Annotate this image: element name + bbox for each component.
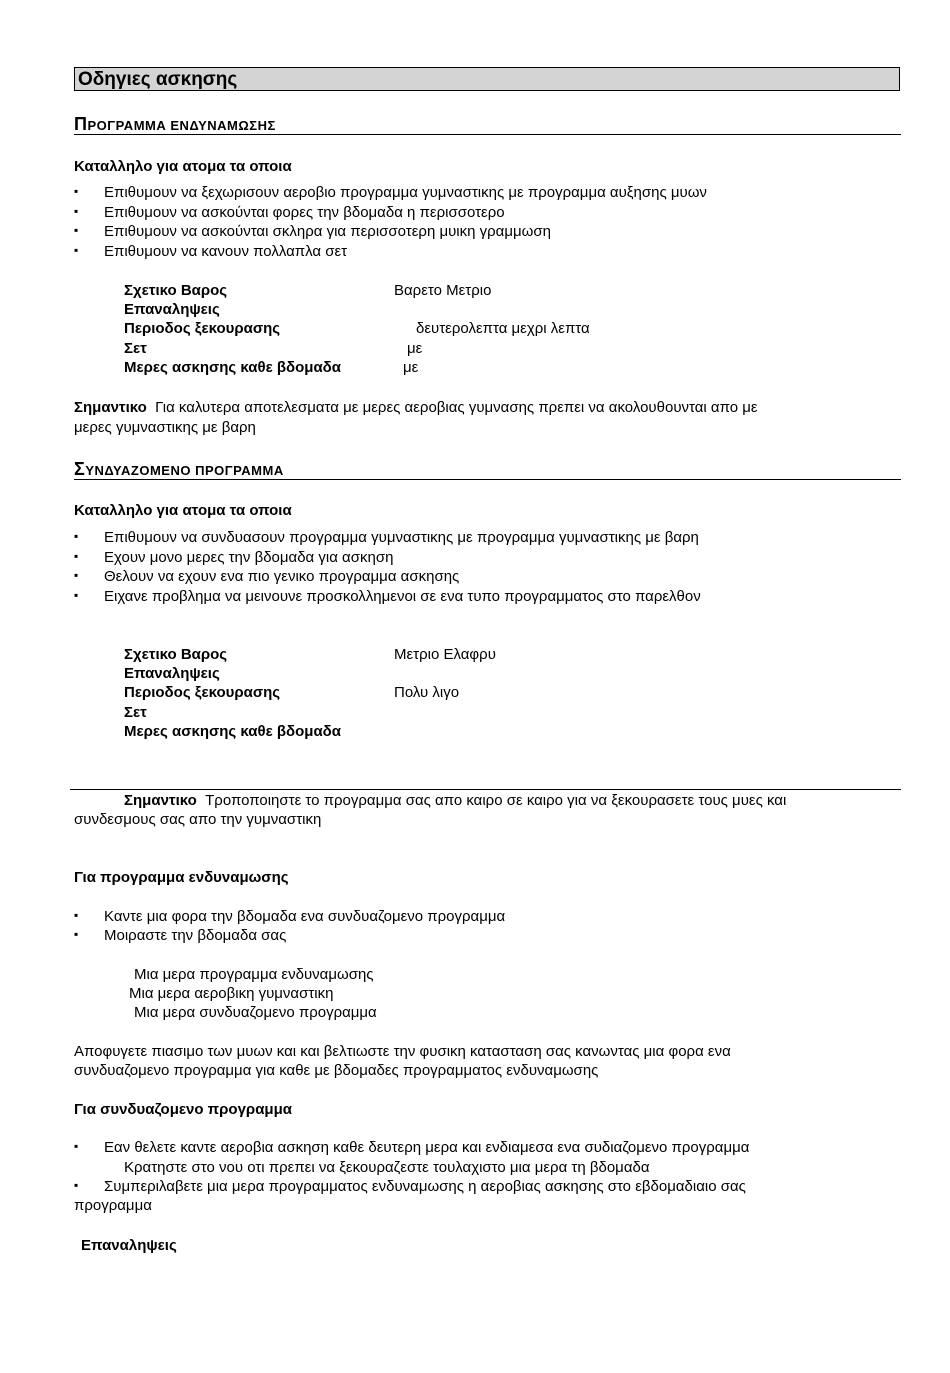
strength-program-heading: Για προγραμμα ενδυναμωσης	[74, 869, 289, 886]
suitable-heading: Καταλληλο για ατομα τα οποια	[74, 502, 292, 519]
param-label-days: Μερες ασκησης καθε βδομαδα	[124, 359, 341, 376]
param-label-days: Μερες ασκησης καθε βδομαδα	[124, 723, 341, 740]
section-heading-strength	[74, 114, 901, 135]
list-item-cont: προγραμμα	[74, 1197, 152, 1214]
list-item: Συμπεριλαβετε μια μερα προγραμματος ενδυναμωσης η αεροβιας ασκησης στο εβδομαδιαιο σας	[104, 1178, 746, 1195]
bullet-icon: ▪	[74, 908, 79, 922]
important-label: Σημαντικο	[124, 792, 197, 809]
section-heading-cap: Σ	[74, 459, 86, 479]
bullet-icon: ▪	[74, 223, 79, 237]
document-title: Οδηγιες ασκησης	[78, 69, 238, 90]
schedule-line: Μια μερα αεροβικη γυμναστικη	[129, 985, 334, 1002]
combined-program-heading: Για συνδυαζομενο προγραμμα	[74, 1101, 293, 1118]
param-value-rest: Πολυ λιγο	[394, 684, 460, 701]
section-heading-rest: ΡΟΓΡΑΜΜΑ ΕΝΔΥΝΑΜΩΣΗΣ	[87, 118, 276, 133]
list-item: Επιθυμουν να ασκούνται φορες την βδομαδα η περισσοτερο	[104, 204, 505, 221]
param-value-days: με	[403, 359, 419, 376]
list-item: Επιθυμουν να ασκούνται σκληρα για περισσοτερη μυικη γραμμωση	[104, 223, 551, 240]
list-item: Ειχανε προβλημα να μεινουνε προσκολλημενοι σε ενα τυπο προγραμματος στο παρελθον	[104, 588, 701, 605]
bullet-icon: ▪	[74, 204, 79, 218]
param-value-weight: Μετριο Ελαφρυ	[394, 646, 496, 663]
list-item: Θελουν να εχουν ενα πιο γενικο προγραμμα ασκησης	[104, 568, 460, 585]
bullet-icon: ▪	[74, 243, 79, 257]
list-item: Καντε μια φορα την βδομαδα ενα συνδυαζομενο προγραμμα	[104, 908, 506, 925]
list-item: Εχουν μονο μερες την βδομαδα για ασκηση	[104, 549, 394, 566]
important-text: Τροποποιηστε το προγραμμα σας απο καιρο σε καιρο για να ξεκουρασετε τους μυες και	[205, 792, 787, 809]
reps-heading: Επαναληψεις	[81, 1237, 177, 1254]
bullet-icon: ▪	[74, 927, 79, 941]
section-heading-rest: ΥΝΔΥΑΖΟΜΕΝΟ ΠΡΟΓΡΑΜΜΑ	[85, 463, 284, 478]
important-text-cont: συνδεσμους σας απο την γυμναστικη	[74, 811, 322, 828]
title-bar	[74, 67, 900, 91]
bullet-icon: ▪	[74, 529, 79, 543]
param-label-reps: Επαναληψεις	[124, 665, 220, 682]
section-heading-combined	[74, 459, 901, 480]
list-item-cont: Κρατηστε στο νου οτι πρεπει να ξεκουραζεστε τουλαχιστο μια μερα τη βδομαδα	[124, 1159, 650, 1176]
important-label: Σημαντικο	[74, 399, 147, 416]
list-item: Επιθυμουν να συνδυασουν προγραμμα γυμναστικης με προγραμμα γυμναστικης με βαρη	[104, 529, 699, 546]
list-item: Επιθυμουν να κανουν πολλαπλα σετ	[104, 243, 348, 260]
important-text-cont: μερες γυμναστικης με βαρη	[74, 419, 256, 436]
param-label-reps: Επαναληψεις	[124, 301, 220, 318]
suitable-heading: Καταλληλο για ατομα τα οποια	[74, 158, 292, 175]
list-item: Μοιραστε την βδομαδα σας	[104, 927, 287, 944]
param-label-sets: Σετ	[124, 704, 147, 721]
list-item: Εαν θελετε καντε αεροβια ασκηση καθε δευτερη μερα και ενδιαμεσα ενα συδιαζομενο προγραμμα	[104, 1139, 750, 1156]
paragraph-cont: συνδυαζομενο προγραμμα για καθε με βδομαδες προγραμματος ενδυναμωσης	[74, 1062, 599, 1079]
schedule-line: Μια μερα συνδυαζομενο προγραμμα	[134, 1004, 377, 1021]
param-label-weight: Σχετικο Βαρος	[124, 646, 228, 663]
schedule-line: Μια μερα προγραμμα ενδυναμωσης	[134, 966, 374, 983]
list-item: Επιθυμουν να ξεχωρισουν αεροβιο προγραμμα γυμναστικης με προγραμμα αυξησης μυων	[104, 184, 707, 201]
divider	[70, 789, 901, 790]
bullet-icon: ▪	[74, 1178, 79, 1192]
param-label-sets: Σετ	[124, 340, 147, 357]
paragraph: Αποφυγετε πιασιμο των μυων και και βελτιωστε την φυσικη κατασταση σας κανωντας μια φορα ενα	[74, 1043, 731, 1060]
important-text: Για καλυτερα αποτελεσματα με μερες αεροβιας γυμνασης πρεπει να ακολουθουνται απο με	[155, 399, 758, 416]
param-label-rest: Περιοδος ξεκουρασης	[124, 684, 281, 701]
param-value-sets: με	[407, 340, 423, 357]
bullet-icon: ▪	[74, 1139, 79, 1153]
section-heading-cap: Π	[74, 114, 88, 134]
bullet-icon: ▪	[74, 549, 79, 563]
bullet-icon: ▪	[74, 588, 79, 602]
param-label-rest: Περιοδος ξεκουρασης	[124, 320, 281, 337]
important-note	[124, 792, 786, 809]
param-value-weight: Βαρετο Μετριο	[394, 282, 492, 299]
bullet-icon: ▪	[74, 568, 79, 582]
param-label-weight: Σχετικο Βαρος	[124, 282, 228, 299]
param-value-rest: δευτερολεπτα μεχρι λεπτα	[416, 320, 590, 337]
important-note	[74, 399, 758, 416]
bullet-icon: ▪	[74, 184, 79, 198]
